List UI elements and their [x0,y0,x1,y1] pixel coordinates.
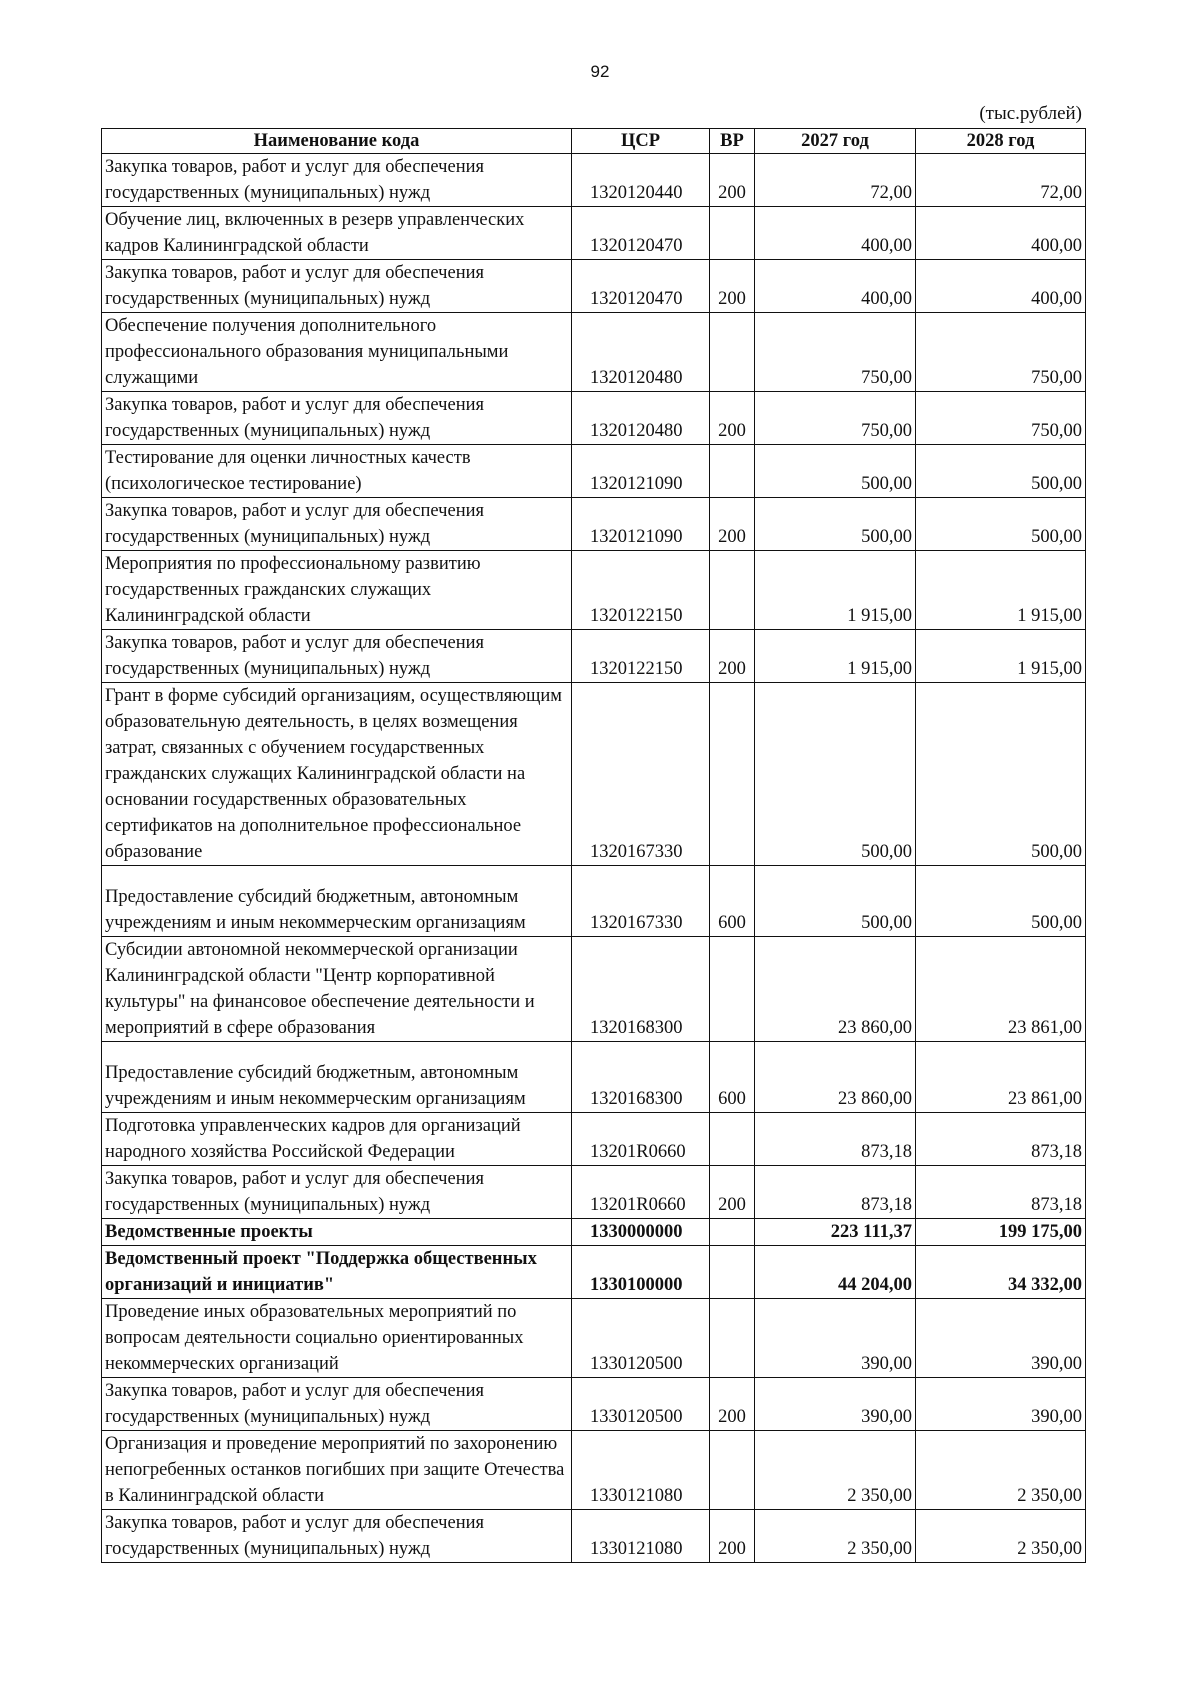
cell-name: Грант в форме субсидий организациям, осуществляющим образовательную деятельность, в целях возмещения затрат, связанных с обучением государственных гражданских служащих Калининградской области на основании государственных образовательных сертификатов на дополнительное профессиональное образование [102,683,572,866]
cell-2027: 400,00 [755,260,916,313]
cell-2027: 1 915,00 [755,551,916,630]
header-name: Наименование кода [102,129,572,154]
cell-name: Обучение лиц, включенных в резерв управленческих кадров Калининградской области [102,207,572,260]
cell-vr [710,551,755,630]
table-row [102,1219,1086,1246]
cell-2027: 500,00 [755,683,916,866]
cell-vr [710,1219,755,1246]
cell-name: Проведение иных образовательных мероприятий по вопросам деятельности социально ориентированных некоммерческих организаций [102,1299,572,1378]
cell-2027: 23 860,00 [755,1042,916,1113]
table-row [102,392,1086,445]
cell-name: Подготовка управленческих кадров для организаций народного хозяйства Российской Федерации [102,1113,572,1166]
table-row [102,1113,1086,1166]
cell-csr: 1330120500 [572,1299,710,1378]
cell-name: Закупка товаров, работ и услуг для обеспечения государственных (муниципальных) нужд [102,1378,572,1431]
table-row [102,445,1086,498]
cell-vr [710,445,755,498]
table-row [102,260,1086,313]
cell-2028: 500,00 [916,683,1086,866]
table-row [102,154,1086,207]
cell-vr: 200 [710,392,755,445]
cell-2027: 390,00 [755,1378,916,1431]
cell-2028: 873,18 [916,1166,1086,1219]
cell-csr: 1320168300 [572,937,710,1042]
cell-name: Субсидии автономной некоммерческой организации Калининградской области "Центр корпоративной культуры" на финансовое обеспечение деятельности и мероприятий в сфере образования [102,937,572,1042]
cell-csr: 1320120480 [572,392,710,445]
cell-2027: 750,00 [755,392,916,445]
table-row [102,1299,1086,1378]
cell-2028: 390,00 [916,1378,1086,1431]
cell-2027: 873,18 [755,1113,916,1166]
cell-csr: 1320168300 [572,1042,710,1113]
cell-csr: 1330000000 [572,1219,710,1246]
cell-2028: 23 861,00 [916,937,1086,1042]
cell-2028: 400,00 [916,207,1086,260]
cell-vr: 200 [710,1378,755,1431]
cell-csr: 13201R0660 [572,1113,710,1166]
cell-vr [710,207,755,260]
cell-2027: 44 204,00 [755,1246,916,1299]
cell-csr: 1330120500 [572,1378,710,1431]
cell-name: Тестирование для оценки личностных качеств (психологическое тестирование) [102,445,572,498]
cell-2028: 873,18 [916,1113,1086,1166]
cell-2028: 750,00 [916,313,1086,392]
cell-vr: 200 [710,498,755,551]
cell-csr: 1320167330 [572,683,710,866]
cell-name: Ведомственные проекты [102,1219,572,1246]
table-row [102,498,1086,551]
table-row [102,937,1086,1042]
cell-2028: 1 915,00 [916,551,1086,630]
cell-2028: 199 175,00 [916,1219,1086,1246]
cell-2028: 400,00 [916,260,1086,313]
cell-name: Организация и проведение мероприятий по захоронению непогребенных останков погибших при защите Отечества в Калининградской области [102,1431,572,1510]
cell-csr: 1320120440 [572,154,710,207]
cell-csr: 1330121080 [572,1510,710,1563]
table-row [102,1378,1086,1431]
cell-name: Предоставление субсидий бюджетным, автономным учреждениям и иным некоммерческим организациям [102,1042,572,1113]
cell-name: Закупка товаров, работ и услуг для обеспечения государственных (муниципальных) нужд [102,1510,572,1563]
page-number: 92 [590,62,610,81]
cell-csr: 1320167330 [572,866,710,937]
cell-2027: 750,00 [755,313,916,392]
cell-vr: 200 [710,1166,755,1219]
cell-2027: 500,00 [755,445,916,498]
cell-name: Закупка товаров, работ и услуг для обеспечения государственных (муниципальных) нужд [102,392,572,445]
cell-2027: 390,00 [755,1299,916,1378]
cell-vr [710,1431,755,1510]
cell-name: Закупка товаров, работ и услуг для обеспечения государственных (муниципальных) нужд [102,154,572,207]
cell-vr [710,1246,755,1299]
cell-vr: 200 [710,154,755,207]
cell-2028: 500,00 [916,866,1086,937]
cell-2028: 2 350,00 [916,1431,1086,1510]
cell-vr [710,937,755,1042]
header-2027: 2027 год [755,129,916,154]
cell-2027: 873,18 [755,1166,916,1219]
cell-name: Закупка товаров, работ и услуг для обеспечения государственных (муниципальных) нужд [102,260,572,313]
table-row [102,683,1086,866]
cell-csr: 1320120470 [572,260,710,313]
cell-csr: 1320120480 [572,313,710,392]
header-csr: ЦСР [572,129,710,154]
cell-2028: 750,00 [916,392,1086,445]
header-2028: 2028 год [916,129,1086,154]
table-row [102,1042,1086,1113]
table-row [102,313,1086,392]
cell-vr: 200 [710,630,755,683]
table-row [102,1510,1086,1563]
cell-2027: 23 860,00 [755,937,916,1042]
cell-csr: 1320122150 [572,630,710,683]
cell-2027: 2 350,00 [755,1431,916,1510]
table-row [102,630,1086,683]
cell-2027: 500,00 [755,498,916,551]
cell-vr [710,313,755,392]
cell-name: Закупка товаров, работ и услуг для обеспечения государственных (муниципальных) нужд [102,1166,572,1219]
cell-csr: 13201R0660 [572,1166,710,1219]
cell-name: Мероприятия по профессиональному развитию государственных гражданских служащих Калининградской области [102,551,572,630]
cell-csr: 1320120470 [572,207,710,260]
cell-2028: 2 350,00 [916,1510,1086,1563]
table-row [102,866,1086,937]
table-row [102,1246,1086,1299]
table-row [102,1431,1086,1510]
cell-csr: 1320121090 [572,445,710,498]
cell-name: Закупка товаров, работ и услуг для обеспечения государственных (муниципальных) нужд [102,630,572,683]
cell-2028: 1 915,00 [916,630,1086,683]
cell-csr: 1330100000 [572,1246,710,1299]
table-row [102,207,1086,260]
cell-2028: 390,00 [916,1299,1086,1378]
cell-2028: 500,00 [916,445,1086,498]
cell-vr: 600 [710,1042,755,1113]
budget-table [101,128,1086,1563]
cell-vr: 600 [710,866,755,937]
cell-2027: 72,00 [755,154,916,207]
cell-2027: 2 350,00 [755,1510,916,1563]
cell-csr: 1320122150 [572,551,710,630]
cell-2027: 500,00 [755,866,916,937]
cell-vr [710,1113,755,1166]
cell-vr [710,1299,755,1378]
cell-2028: 23 861,00 [916,1042,1086,1113]
cell-2028: 34 332,00 [916,1246,1086,1299]
cell-name: Закупка товаров, работ и услуг для обеспечения государственных (муниципальных) нужд [102,498,572,551]
cell-vr: 200 [710,1510,755,1563]
cell-2028: 500,00 [916,498,1086,551]
cell-2027: 400,00 [755,207,916,260]
cell-name: Обеспечение получения дополнительного профессионального образования муниципальными служащими [102,313,572,392]
cell-csr: 1320121090 [572,498,710,551]
units-label: (тыс.рублей) [979,103,1082,124]
cell-vr [710,683,755,866]
table-body [102,154,1086,1563]
cell-csr: 1330121080 [572,1431,710,1510]
header-vr: ВР [710,129,755,154]
table-row [102,1166,1086,1219]
cell-name: Ведомственный проект "Поддержка общественных организаций и инициатив" [102,1246,572,1299]
table-row [102,551,1086,630]
cell-name: Предоставление субсидий бюджетным, автономным учреждениям и иным некоммерческим организациям [102,866,572,937]
table-header-row [102,129,1086,154]
cell-2028: 72,00 [916,154,1086,207]
cell-2027: 1 915,00 [755,630,916,683]
cell-2027: 223 111,37 [755,1219,916,1246]
cell-vr: 200 [710,260,755,313]
